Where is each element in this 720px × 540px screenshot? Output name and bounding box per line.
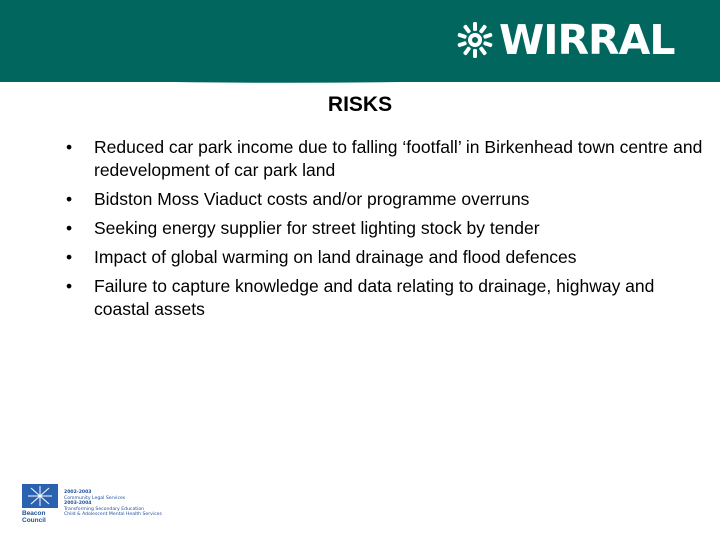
award-2-years: 2003-2004 [64, 501, 92, 507]
bullet-icon: • [66, 276, 73, 296]
list-item-text: Seeking energy supplier for street lighting stock by tender [94, 218, 540, 238]
award-1-text: Community Legal Services [64, 495, 126, 501]
bullet-icon: • [66, 247, 73, 267]
award-1-years: 2002-2003 [64, 490, 92, 496]
list-item-text: Failure to capture knowledge and data relating to drainage, highway and coastal assets [94, 276, 655, 319]
award-list [64, 490, 162, 518]
bullet-icon: • [66, 137, 73, 157]
award-2-text: Transforming Secondary Education [64, 506, 145, 512]
award-3-text: Child & Adolescent Mental Health Services [64, 512, 162, 518]
brand-wordmark: WIRRAL [499, 15, 675, 64]
list-item [62, 217, 712, 240]
sunburst-logo-icon [455, 20, 495, 60]
list-item [62, 275, 712, 321]
list-item-text: Bidston Moss Viaduct costs and/or programme overruns [94, 189, 530, 209]
star-burst-icon [22, 484, 58, 508]
badge-line-1: Beacon [22, 510, 46, 517]
list-item-text: Impact of global warming on land drainage and flood defences [94, 247, 577, 267]
beacon-council-logo [22, 484, 167, 524]
bullet-icon: • [66, 218, 73, 238]
list-item [62, 136, 712, 182]
wirral-logo [455, 16, 674, 64]
list-item-text: Reduced car park income due to falling ‘footfall’ in Birkenhead town centre and redevelopment of car park land [94, 137, 703, 180]
bullet-icon: • [66, 189, 73, 209]
risk-list [62, 136, 712, 327]
list-item [62, 246, 712, 269]
beacon-badge [22, 484, 58, 524]
slide-title: RISKS [327, 93, 393, 116]
badge-line-2: Council [22, 517, 46, 524]
list-item [62, 188, 712, 211]
